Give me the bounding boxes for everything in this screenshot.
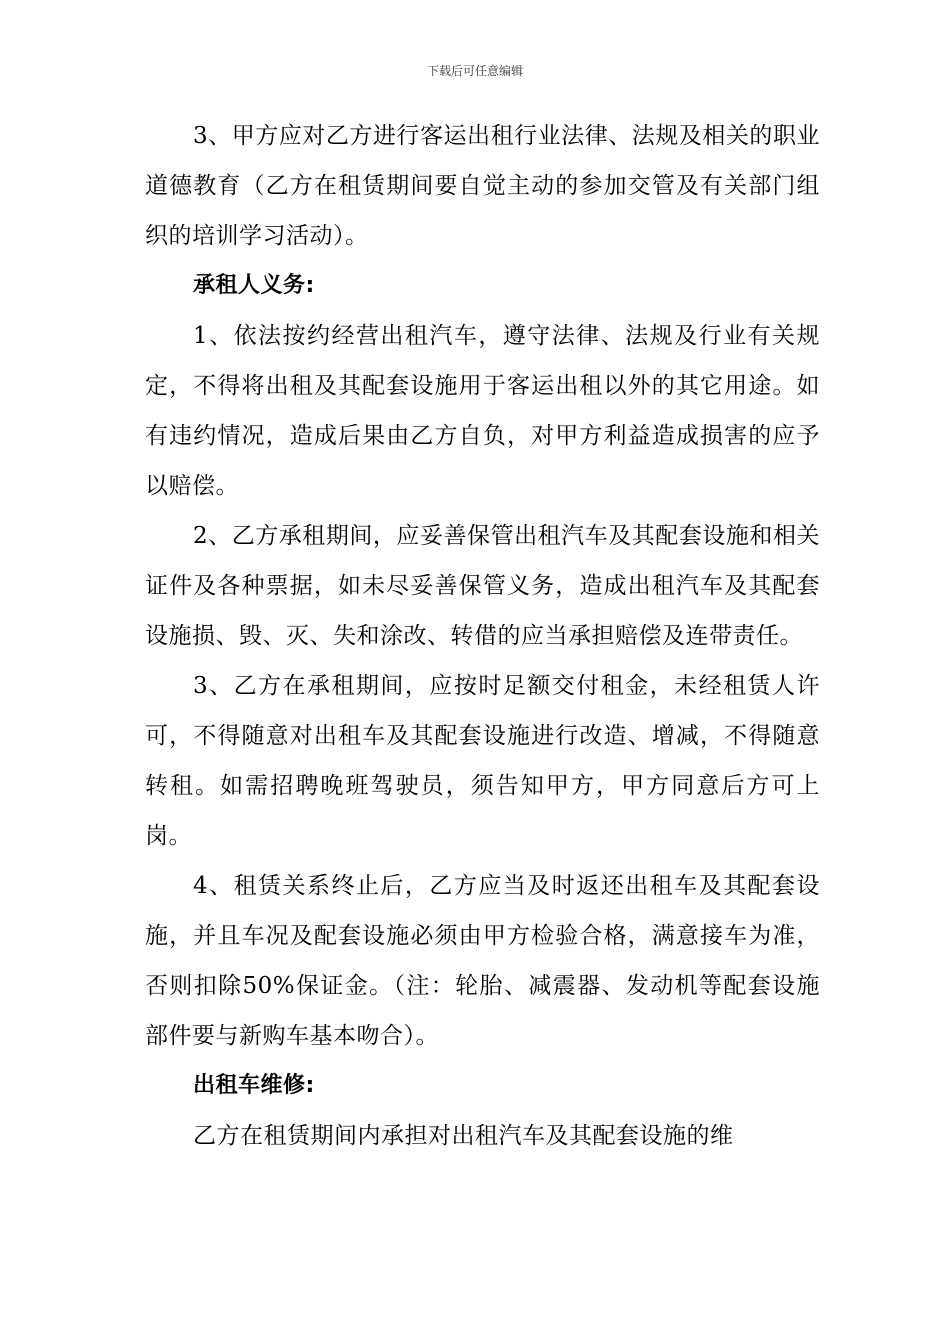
page-header: 下载后可任意编辑	[426, 64, 523, 78]
clause-3-lessor-education: 3、甲方应对乙方进行客运出租行业法律、法规及相关的职业道德教育（乙方在租赁期间要自觉主动的参加交管及有关部门组织的培训学习活动）。	[145, 123, 820, 249]
clause-3-rent-payment: 3、乙方在承租期间，应按时足额交付租金，未经租赁人许可，不得随意对出租车及其配套设施进行改造、增减，不得随意转租。如需招聘晚班驾驶员，须告知甲方，甲方同意后方可上岗。	[145, 673, 820, 849]
section-heading-taxi-maintenance: 出租车维修:	[193, 1073, 315, 1098]
clause-2-safekeeping: 2、乙方承租期间，应妥善保管出租汽车及其配套设施和相关证件及各种票据，如未尽妥善保管义务，造成出租汽车及其配套设施损、毁、灭、失和涂改、转借的应当承担赔偿及连带责任。	[145, 523, 820, 649]
maintenance-paragraph: 乙方在租赁期间内承担对出租汽车及其配套设施的维	[193, 1123, 734, 1149]
section-heading-lessee-obligations: 承租人义务:	[193, 273, 315, 298]
clause-4-return-vehicle: 4、租赁关系终止后，乙方应当及时返还出租车及其配套设施，并且车况及配套设施必须由甲方检验合格，满意接车为准，否则扣除50%保证金。（注：轮胎、减震器、发动机等配套设施部件要与新购车基本吻合）。	[145, 873, 820, 1049]
clause-1-lawful-operation: 1、依法按约经营出租汽车，遵守法律、法规及行业有关规定，不得将出租及其配套设施用于客运出租以外的其它用途。如有违约情况，造成后果由乙方自负，对甲方利益造成损害的应予以赔偿。	[145, 323, 820, 499]
document-body	[145, 111, 820, 1161]
